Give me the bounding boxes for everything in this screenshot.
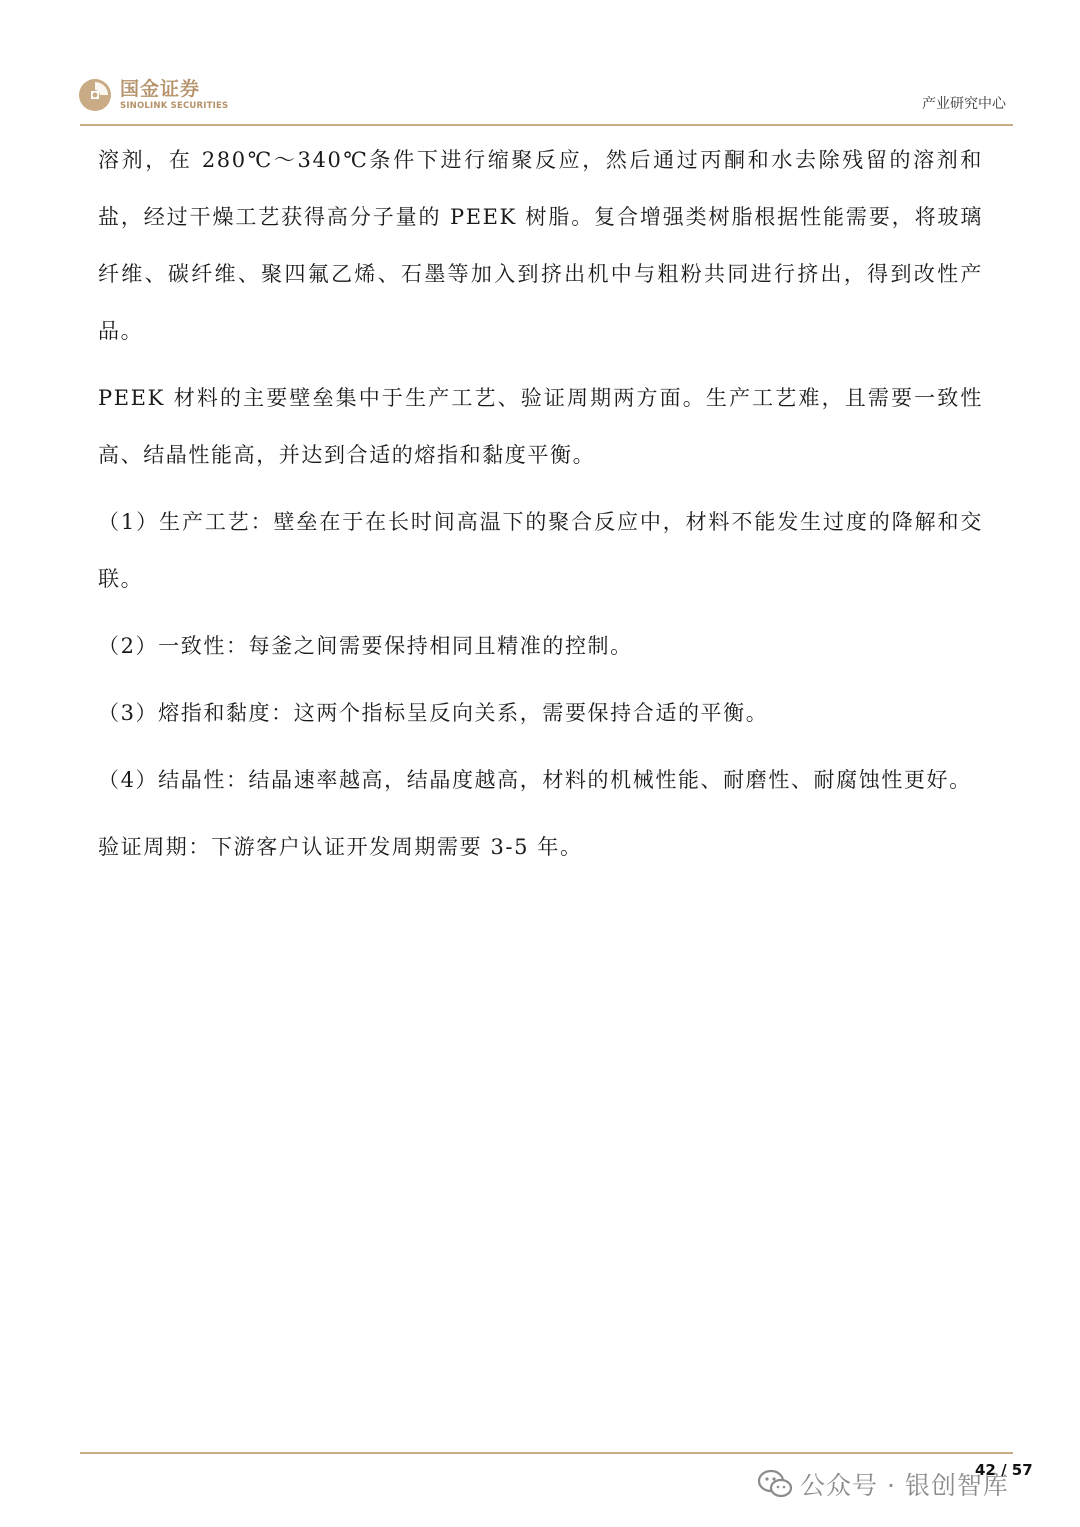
- sinolink-logo-icon: [78, 78, 112, 112]
- department-label: 产业研究中心: [922, 96, 1006, 112]
- logo-text: [120, 77, 229, 111]
- paragraph-consistency: （2）一致性：每釜之间需要保持相同且精准的控制。: [98, 634, 633, 658]
- logo-english-name: SINOLINK SECURITIES: [120, 100, 229, 111]
- logo-chinese-name: 国金证券: [120, 77, 201, 100]
- header-divider: [80, 124, 1013, 126]
- paragraph-crystallinity: （4）结晶性：结晶速率越高，结晶度越高，材料的机械性能、耐磨性、耐腐蚀性更好。: [98, 768, 972, 792]
- page-number: 42 / 57: [975, 1461, 1033, 1479]
- wechat-watermark: [758, 1466, 1009, 1502]
- paragraph-verification-cycle: 验证周期：下游客户认证开发周期需要 3-5 年。: [98, 835, 583, 859]
- footer-divider: [80, 1452, 1013, 1454]
- watermark-text: 公众号 · 银创智库: [800, 1471, 1009, 1500]
- wechat-icon: [758, 1469, 792, 1499]
- paragraph-barriers-intro: PEEK 材料的主要壁垒集中于生产工艺、验证周期两方面。生产工艺难，且需要一致性高、结晶性能高，并达到合适的熔指和黏度平衡。: [98, 386, 983, 467]
- page-header: [0, 0, 1080, 130]
- document-body: [98, 132, 983, 886]
- paragraph-melt-index-viscosity: （3）熔指和黏度：这两个指标呈反向关系，需要保持合适的平衡。: [98, 701, 769, 725]
- paragraph-production-process: （1）生产工艺：壁垒在于在长时间高温下的聚合反应中，材料不能发生过度的降解和交联。: [98, 510, 983, 591]
- company-logo: [78, 78, 228, 112]
- paragraph-process-description: 溶剂，在 280℃～340℃条件下进行缩聚反应，然后通过丙酮和水去除残留的溶剂和盐，经过干燥工艺获得高分子量的 PEEK 树脂。复合增强类树脂根据性能需要，将玻璃纤维、碳纤维、聚四氟乙烯、石墨等加入到挤出机中与粗粉共同进行挤出，得到改性产品。: [98, 148, 983, 343]
